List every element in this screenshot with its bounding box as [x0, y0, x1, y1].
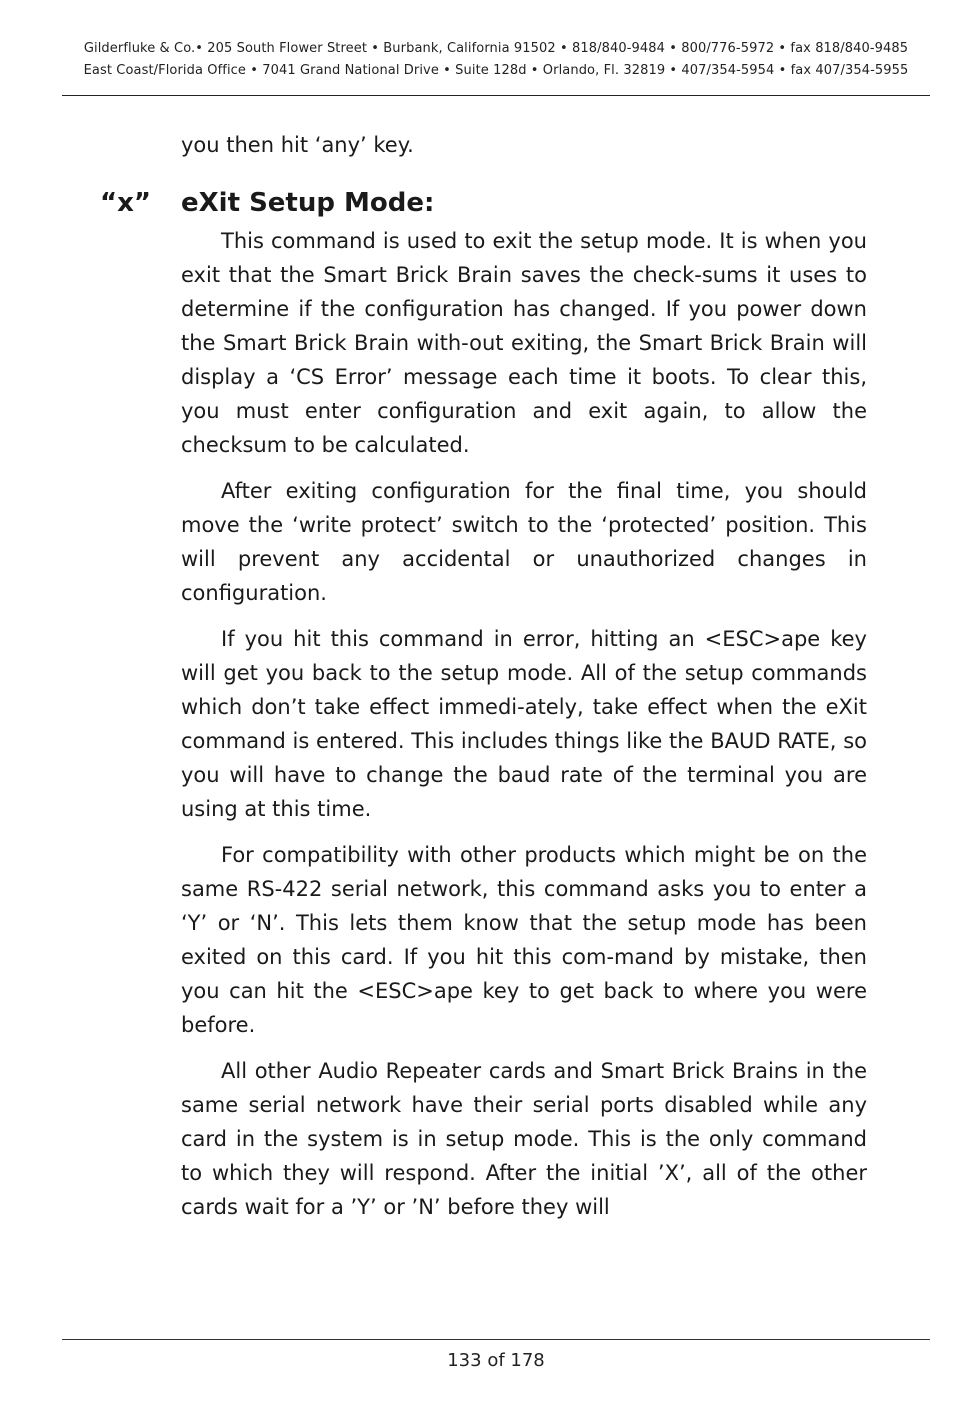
- header-address-line-2: East Coast/Florida Office • 7041 Grand National Drive • Suite 128d • Orlando, Fl. 32819 • 407/354-5954 • fax 407/354-5955: [83, 63, 909, 78]
- paragraph-4: For compatibility with other products which might be on the same RS-422 serial network, this command asks you to enter a ‘Y’ or ‘N’. This lets them know that the setup mode has been exited on this card. If you hit this com-mand by mistake, then you can hit the <ESC>ape key to get back to where you were before.: [181, 843, 867, 1037]
- footer-divider: [62, 1339, 930, 1340]
- paragraph-3: If you hit this command in error, hitting an <ESC>ape key will get you back to the setup mode. All of the setup commands which don’t take effect immedi-ately, take effect when the eXit command is entered. This includes things like the BAUD RATE, so you will have to change the baud rate of the terminal you are using at this time.: [181, 627, 867, 821]
- header-divider: [62, 95, 930, 96]
- paragraph-5: All other Audio Repeater cards and Smart Brick Brains in the same serial network have their serial ports disabled while any card in the system is in setup mode. This is the only command to which they will respond. After the initial ’X’, all of the other cards wait for a ’Y’ or ’N’ before they will: [181, 1059, 867, 1219]
- continued-text: you then hit ‘any’ key.: [181, 133, 414, 157]
- page-header: [62, 38, 930, 82]
- section-heading: [100, 184, 867, 222]
- header-address-line-1: Gilderfluke & Co.• 205 South Flower Street • Burbank, California 91502 • 818/840-9484 • 800/776-5972 • fax 818/840-9485: [83, 41, 909, 56]
- page-content: [100, 128, 867, 1236]
- page-number: 133 of 178: [447, 1350, 545, 1371]
- section-title: eXit Setup Mode:: [181, 188, 435, 218]
- paragraph-2: After exiting configuration for the final time, you should move the ‘write protect’ switch to the ‘protected’ position. This will prevent any accidental or unauthorized changes in configuration.: [181, 479, 867, 605]
- paragraph-1: This command is used to exit the setup mode. It is when you exit that the Smart Brick Brain saves the check-sums it uses to determine if the configuration has changed. If you power down the Smart Brick Brain with-out exiting, the Smart Brick Brain will display a ‘CS Error’ message each time it boots. To clear this, you must enter configuration and exit again, to allow the checksum to be calculated.: [181, 229, 867, 457]
- command-key: “x”: [100, 188, 151, 218]
